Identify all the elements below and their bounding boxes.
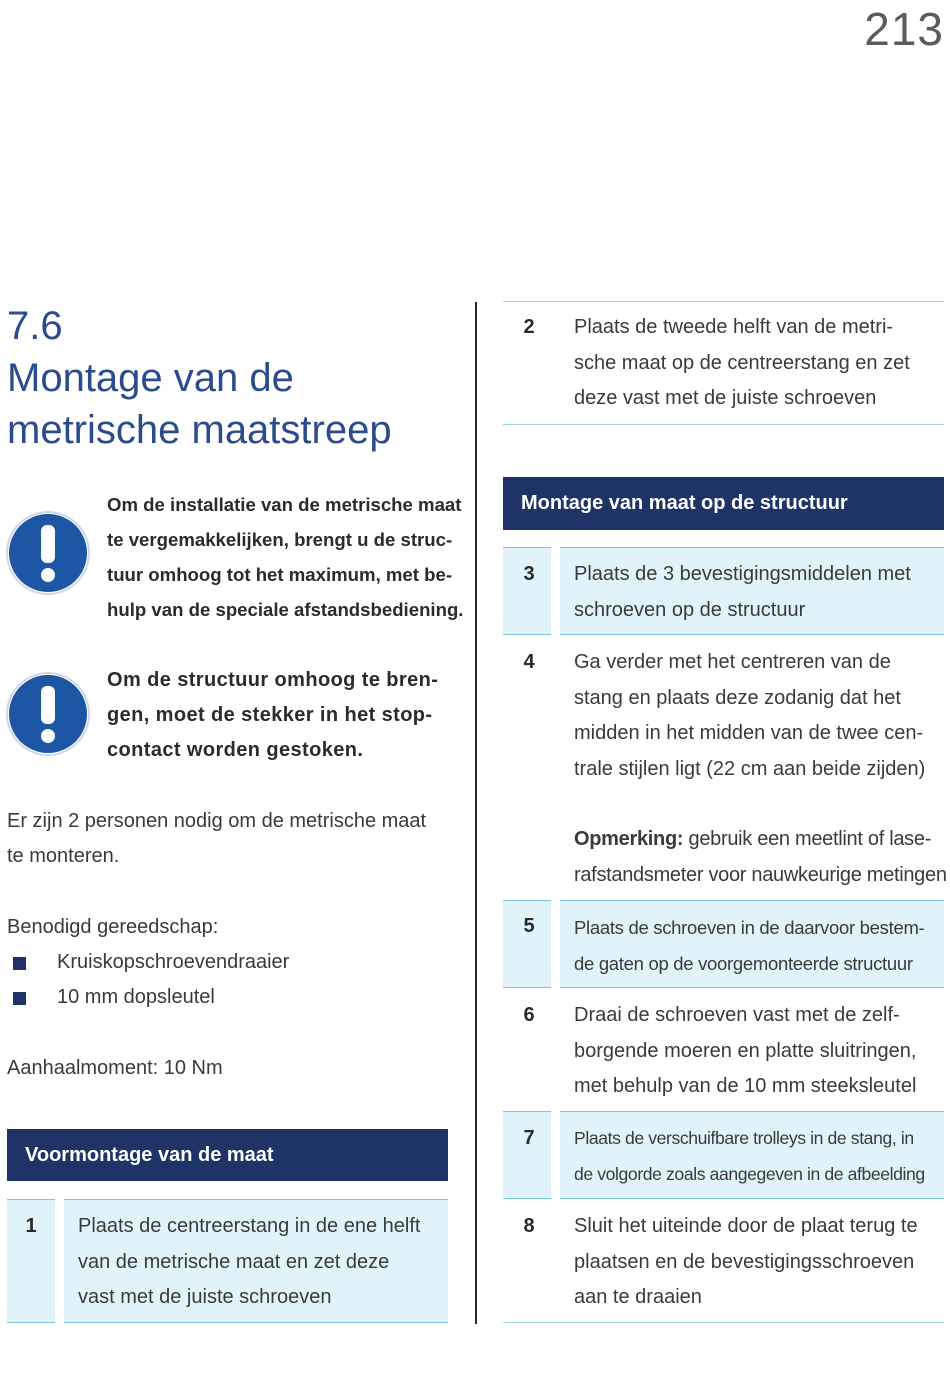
step-line: Plaats de 3 bevestigingsmiddelen met [574, 563, 911, 585]
section-number: 7.6 [7, 304, 63, 348]
step-number: 4 [523, 651, 535, 673]
step-text [574, 645, 925, 787]
step-line: Draai de schroeven vast met de zelf- [574, 1004, 900, 1026]
step-line: trale stijlen ligt (22 cm aan beide zijden) [574, 757, 926, 780]
step-number-cell [503, 900, 551, 988]
warning-1-line: tuur omhoog tot het maximum, met be- [107, 564, 453, 585]
note-label: Opmerking: [574, 828, 684, 850]
exclamation-icon [6, 511, 90, 595]
step-number: 3 [523, 563, 535, 585]
step-line: Ga verder met het centreren van de [574, 651, 891, 673]
premount-header: Voormontage van de maat [7, 1129, 448, 1181]
persons-line-1: Er zijn 2 personen nodig om de metrische maat [7, 810, 427, 832]
warning-text-2 [107, 663, 438, 768]
exclamation-icon [6, 672, 90, 756]
step-line: van de metrische maat en zet deze [78, 1250, 390, 1273]
step-line: Sluit het uiteinde door de plaat terug te [574, 1215, 918, 1237]
step-text [574, 910, 924, 981]
warning-1-line: te vergemakkelijken, brengt u de struc- [107, 529, 453, 550]
step-number-cell [503, 1111, 551, 1199]
rule [503, 301, 944, 302]
step-line: met behulp van de 10 mm steeksleutel [574, 1075, 917, 1097]
warning-2-line: gen, moet de stekker in het stop- [107, 704, 433, 726]
step-line: borgende moeren en platte sluitringen, [574, 1039, 917, 1062]
step-text [574, 557, 911, 628]
structure-header: Montage van maat op de structuur [503, 477, 944, 530]
step-number: 8 [523, 1215, 535, 1237]
step-line: Plaats de schroeven in de daarvoor bestem- [574, 917, 925, 938]
step-line: sche maat op de centreerstang en zet [574, 351, 910, 374]
step-text [574, 998, 916, 1105]
step-text [78, 1209, 420, 1316]
page-number: 213 [864, 3, 944, 55]
rule [503, 1322, 944, 1323]
step-line: midden in het midden van de twee cen- [574, 722, 924, 744]
step-text [574, 1121, 925, 1192]
section-heading [7, 300, 392, 456]
warning-text-1 [107, 487, 463, 627]
step-number: 7 [523, 1127, 535, 1149]
section-title-line-1: Montage van de [7, 356, 294, 400]
step-number: 5 [523, 915, 535, 937]
step-line: plaatsen en de bevestigingsschroeven [574, 1250, 915, 1273]
tools-label: Benodigd gereedschap: [7, 916, 219, 938]
step-line: Plaats de centreerstang in de ene helft [78, 1215, 421, 1237]
column-divider [475, 302, 477, 1324]
warning-2-line: contact worden gestoken. [107, 739, 364, 761]
note [574, 822, 947, 893]
warning-2-line: Om de structuur omhoog te bren- [107, 669, 439, 691]
step-number: 1 [25, 1215, 37, 1237]
note-line-1 [574, 822, 947, 858]
persons-note [7, 804, 426, 874]
persons-line-2: te monteren. [7, 845, 120, 867]
step-line: vast met de juiste schroeven [78, 1286, 332, 1308]
step-line: stang en plaats deze zodanig dat het [574, 686, 901, 709]
step-line: Plaats de tweede helft van de metri- [574, 316, 894, 338]
tool-item: Kruiskopschroevendraaier [57, 951, 290, 973]
step-line: deze vast met de juiste schroeven [574, 387, 877, 409]
section-title-line-2: metrische maatstreep [7, 408, 392, 452]
step-line: de volgorde zoals aangegeven in de afbeelding [574, 1163, 925, 1184]
step-number: 2 [523, 316, 535, 338]
step-line: de gaten op de voorgemonteerde structuur [574, 952, 913, 974]
step-text [574, 310, 910, 417]
step-number-cell [503, 547, 551, 635]
bullet-icon [13, 992, 26, 1005]
step-text [574, 1209, 918, 1316]
warning-1-line: Om de installatie van de metrische maat [107, 494, 462, 515]
bullet-icon [13, 957, 26, 970]
note-text: gebruik een meetlint of lase- [683, 828, 932, 850]
warning-1-line: hulp van de speciale afstandsbediening. [107, 599, 464, 620]
step-line: aan te draaien [574, 1286, 702, 1308]
torque-note: Aanhaalmoment: 10 Nm [7, 1057, 223, 1079]
step-line: schroeven op de structuur [574, 598, 806, 621]
rule [503, 424, 944, 425]
step-line: Plaats de verschuifbare trolleys in de stang, in [574, 1128, 914, 1148]
step-number: 6 [523, 1004, 535, 1026]
tool-item: 10 mm dopsleutel [57, 986, 215, 1008]
note-line-2: rafstandsmeter voor nauwkeurige metingen [574, 863, 947, 886]
